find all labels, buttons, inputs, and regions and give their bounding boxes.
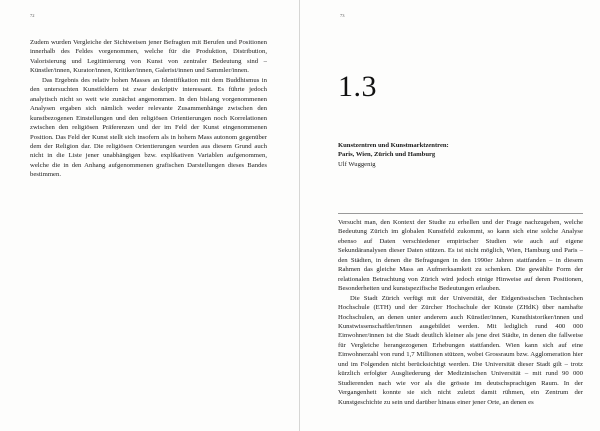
paragraph: Zudem wurden Vergleiche der Sichtweisen jener Befragten mit Berufen und Positionen innerhalb des Feldes vorgenommen, welche für die Produktion, Distribution, Valorisierung und Legitimierung von Kunst von zentraler Bedeutung sind – Künstler/innen, Kurator/innen, Kritiker/innen, Galerist/innen und Sammler/innen. [30, 39, 267, 75]
chapter-title-line: Paris, Wien, Zürich und Hamburg [338, 151, 436, 159]
page-number: 73 [340, 13, 345, 18]
page-number: 72 [30, 13, 35, 18]
chapter-heading [338, 141, 578, 169]
left-page [0, 0, 299, 431]
body-text [338, 218, 583, 407]
paragraph: Versucht man, den Kontext der Studie zu erhellen und der Frage nachzugehen, welche Bedeutung Zürich im globalen Kunstfeld zukommt, so kann sich eine solche Analyse ebenso auf Daten verschiedener empirischer Studien wie auch auf eigene Sekundäranalysen dieser Daten stützen. Es ist nicht möglich, Wien, Hamburg und Paris – den Städten, in denen die Befragungen in den 1990er Jahren stattfanden – in diesem Rahmen das gleiche Mass an Aufmerksamkeit zu schenken. Die gewählte Form der relationalen Betrachtung von Zürich wird jedoch einige Hinweise auf deren Positionen, Besonderheiten und kunstspezifische Bedeutungen erlauben. [338, 219, 583, 293]
author-name: Ulf Wuggenig [338, 160, 376, 168]
paragraph: Das Ergebnis des relativ hohen Masses an Identifikation mit dem Buddhismus in den untersuchten Kunstfeldern ist zwar deskriptiv interessant. Es führte jedoch analytisch nicht so weit wie zunächst angenommen. In den bislang vorgenommenen Analysen ergaben sich nämlich weder relevante Zusammenhänge zwischen den kunstbezogenen Einstellungen und den religiösen Orientierungen noch Korrelationen zwischen den religiösen Präferenzen und der im Feld der Kunst eingenommenen Position. Das Feld der Kunst stellt sich insofern als in hohem Mass autonom gegenüber dem der Religion dar. Die religiösen Orientierungen wurden aus diesem Grund auch nicht in die Liste jener unabhängigen bzw. explikativen Variablen aufgenommen, welche die in den Anhang aufgenommenen grafischen Darstellungen dieses Bandes bestimmen. [30, 76, 267, 179]
chapter-title-line: Kunstzentren und Kunstmarktzentren: [338, 142, 449, 149]
paragraph: Die Stadt Zürich verfügt mit der Universität, der Eidgenössischen Technischen Hochschule (ETH) und der Zürcher Hochschule der Künste (ZHdK) über namhafte Hochschulen, an denen unter anderem auch Künstler/innen, Kunsthistoriker/innen und Kunstwissenschaftler/innen ausgebildet werden. Mit lediglich rund 400 000 Einwohner/innen ist die Stadt deutlich kleiner als jene drei Städte, in denen die fallweise für Vergleiche herangezogenen Erhebungen stattfanden. Wien kann sich auf eine Einwohnerzahl von rund 1,7 Millionen stützen, wobei Grossraum bzw. Agglomeration hier und im Folgenden nicht berücksichtigt werden. Die Universität dieser Stadt gilt – trotz kürzlich erfolgter Ausgliederung der Medizinischen Universität – mit rund 90 000 Studierenden nach wie vor als die grösste im deutschsprachigen Raum. In der Vergangenheit konnte sie sich nicht zuletzt damit rühmen, ein Zentrum der Kunstgeschichte zu sein und darüber hinaus einer jener Orte, an denen es [338, 294, 583, 406]
chapter-number: 1.3 [338, 70, 377, 103]
section-rule [338, 213, 583, 214]
body-text [30, 38, 267, 180]
